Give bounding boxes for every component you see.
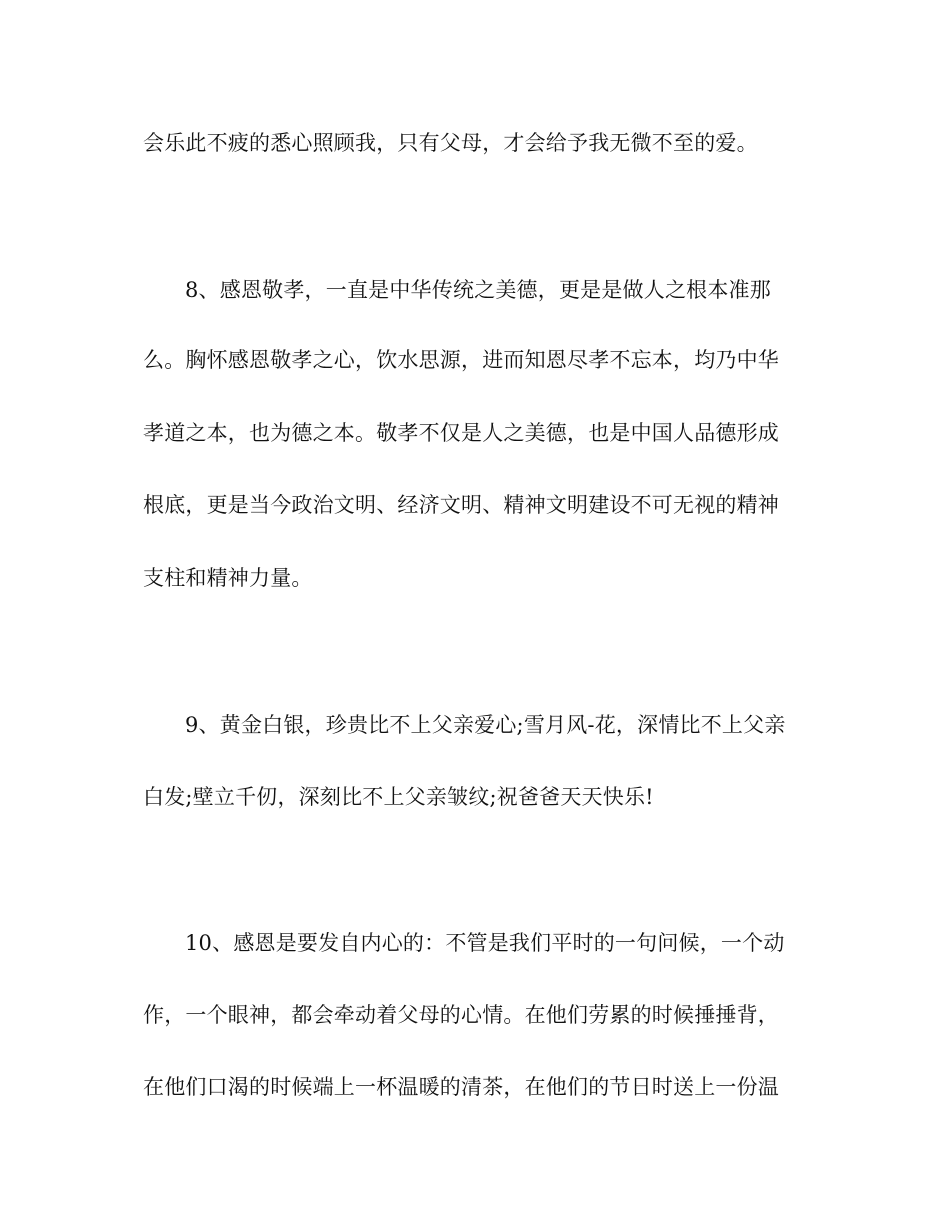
text-line: 会乐此不疲的悉心照顾我，只有父母，才会给予我无微不至的爱。: [143, 131, 758, 155]
paragraph-10-line: 10、感恩是要发自内心的：不管是我们平时的一句问候，一个动: [185, 931, 785, 955]
paragraph-10-line: 在他们口渴的时候端上一杯温暖的清茶，在他们的节日时送上一份温: [143, 1075, 779, 1099]
paragraph-9-line: 白发;壁立千仞，深刻比不上父亲皱纹;祝爸爸天天快乐!: [143, 785, 654, 809]
paragraph-8-line: 8、感恩敬孝，一直是中华传统之美德，更是是做人之根本准那: [185, 278, 771, 302]
paragraph-10-line: 作，一个眼神，都会牵动着父母的心情。在他们劳累的时候捶捶背，: [143, 1003, 779, 1027]
paragraph-8-line: 根底，更是当今政治文明、经济文明、精神文明建设不可无视的精神: [143, 493, 779, 517]
paragraph-8-line: 支柱和精神力量。: [143, 566, 313, 590]
paragraph-9-line: 9、黄金白银，珍贵比不上父亲爱心;雪月风-花，深情比不上父亲: [185, 713, 786, 737]
paragraph-8-line: 么。胸怀感恩敬孝之心，饮水思源，进而知恩尽孝不忘本，均乃中华: [143, 348, 779, 372]
paragraph-8-line: 孝道之本，也为德之本。敬孝不仅是人之美德，也是中国人品德形成: [143, 421, 779, 445]
